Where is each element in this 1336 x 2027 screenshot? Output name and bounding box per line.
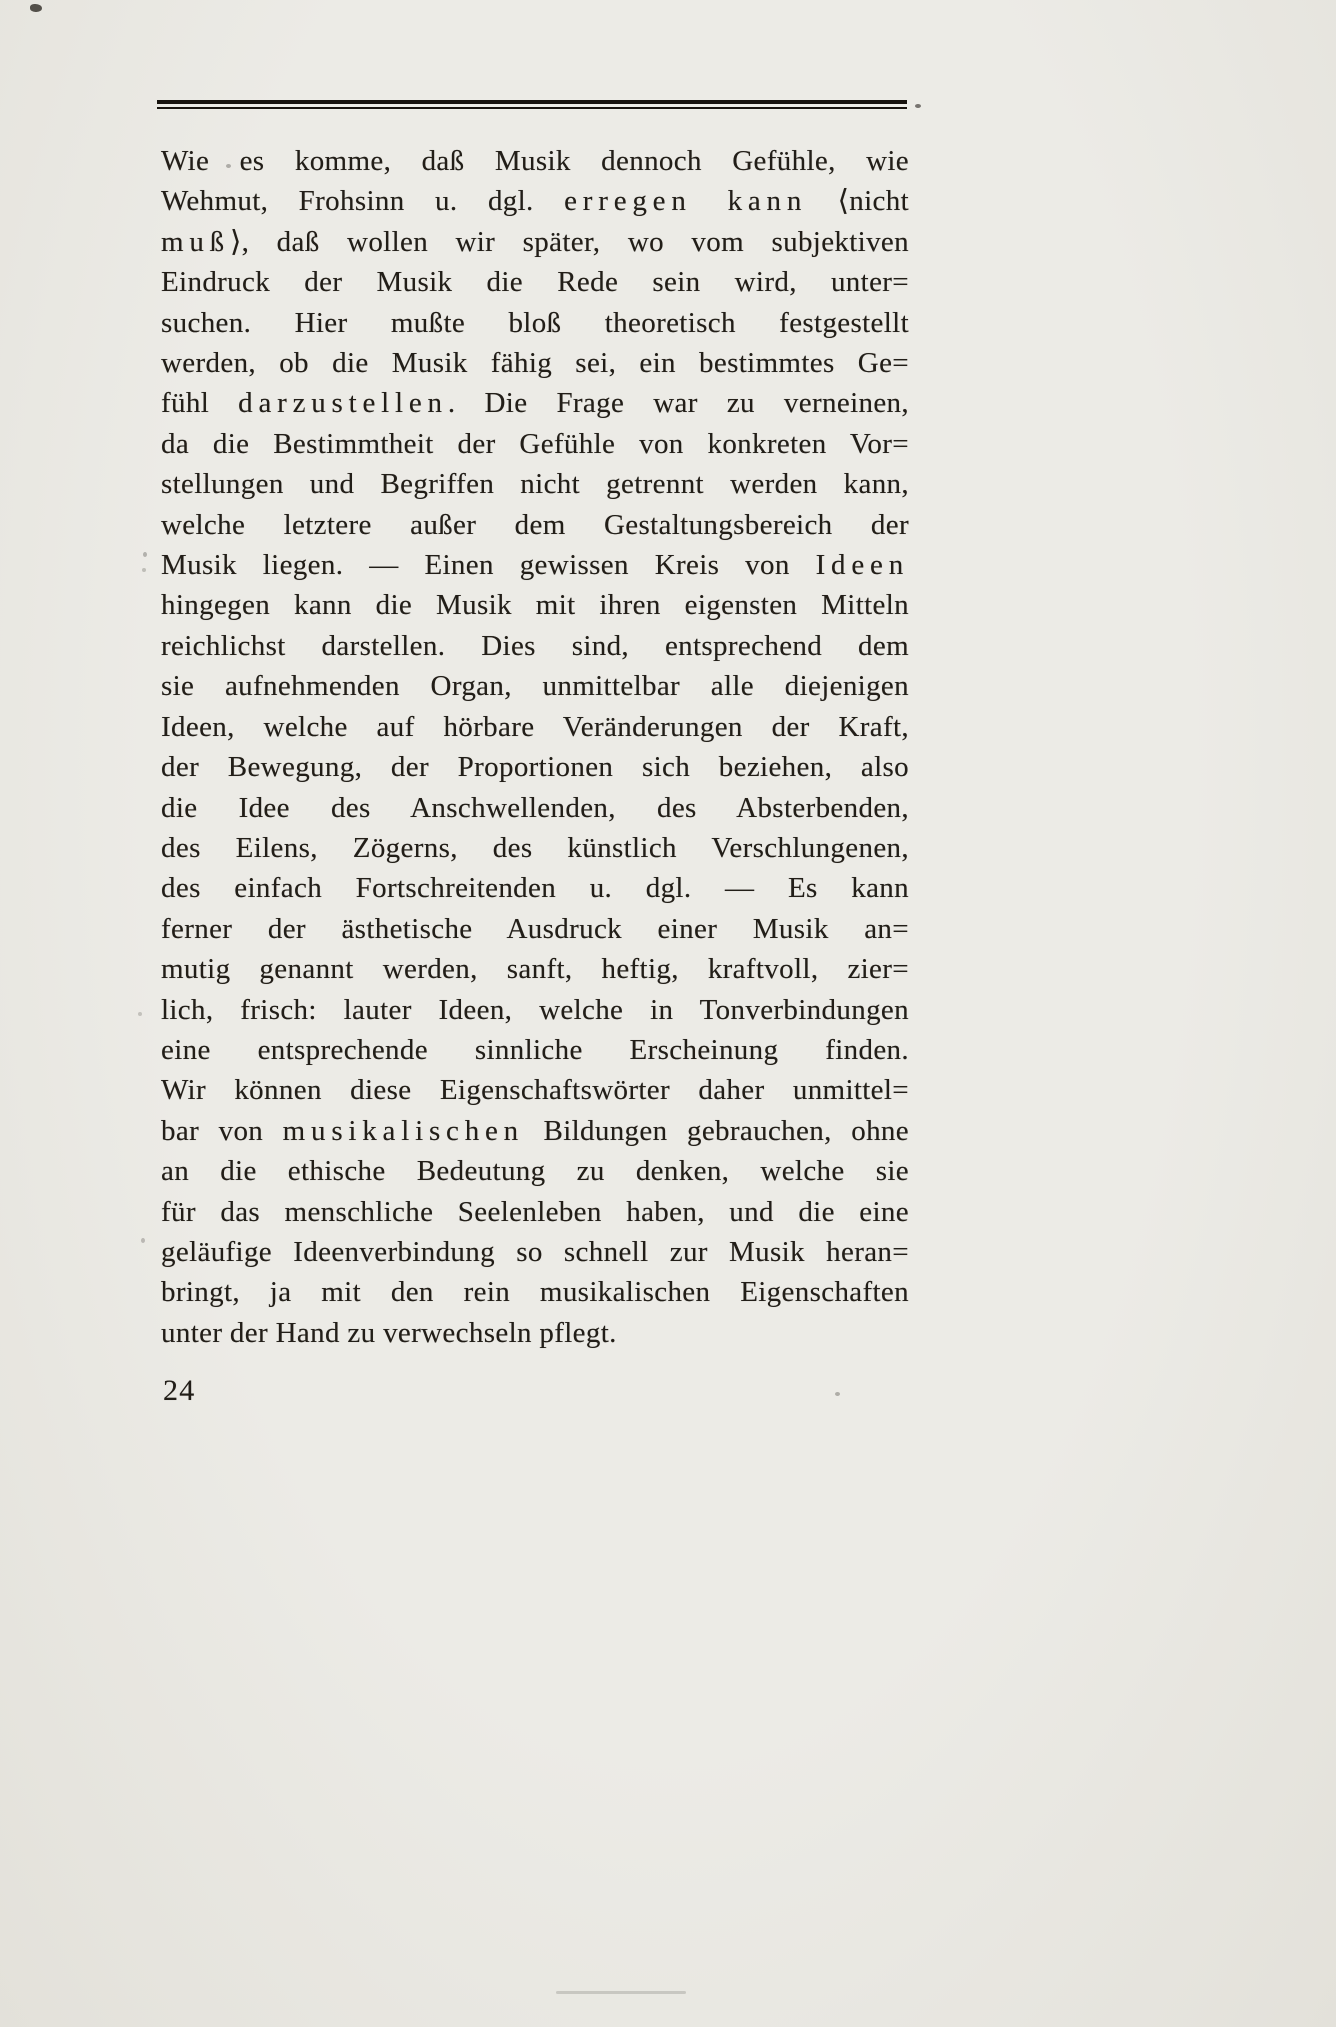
letterspaced-emphasis: musikalischen <box>282 1114 524 1147</box>
text-run: Wir können diese Eigenschaftswörter daher unmittel= <box>161 1074 909 1107</box>
text-line <box>161 505 909 545</box>
text-line <box>161 949 909 989</box>
text-run: eine entsprechende sinnliche Erscheinung finden. <box>161 1033 909 1066</box>
text-run: lich, frisch: lauter Ideen, welche in Tonverbindungen <box>161 993 909 1026</box>
text-line <box>161 707 909 747</box>
scan-artifact <box>142 568 146 572</box>
text-run: sie aufnehmenden Organ, unmittelbar alle diejenigen <box>161 670 909 703</box>
text-run: werden, ob die Musik fähig sei, ein bestimmtes Ge= <box>161 347 909 380</box>
letterspaced-emphasis: darzustellen <box>238 387 448 420</box>
text-line <box>161 1030 909 1070</box>
scan-artifact <box>556 1991 686 1994</box>
text-line <box>161 181 909 221</box>
text-run: Eindruck der Musik die Rede sein wird, unter= <box>161 266 909 299</box>
page-number: 24 <box>163 1374 196 1407</box>
text-run: reichlichst darstellen. Dies sind, entsprechend dem <box>161 629 909 662</box>
text-line <box>161 1111 909 1151</box>
text-line <box>161 788 909 828</box>
text-run: die Idee des Anschwellenden, des Absterbenden, <box>161 791 909 824</box>
text-run: der Bewegung, der Proportionen sich beziehen, also <box>161 751 909 784</box>
text-run: Ideen, welche auf hörbare Veränderungen der Kraft, <box>161 710 909 743</box>
body-text <box>161 141 909 1353</box>
text-line <box>161 626 909 666</box>
text-line <box>161 747 909 787</box>
text-line <box>161 383 909 423</box>
text-run: da die Bestimmtheit der Gefühle von konkreten Vor= <box>161 427 909 460</box>
text-run: des einfach Fortschreitenden u. dgl. — Es kann <box>161 872 909 905</box>
text-run: Wie es komme, daß Musik dennoch Gefühle, wie <box>161 145 909 177</box>
text-run: bar von <box>161 1114 283 1147</box>
text-run: mutig genannt werden, sanft, heftig, kraftvoll, zier= <box>161 953 909 986</box>
text-line <box>161 464 909 504</box>
scan-artifact <box>143 552 147 557</box>
text-run: hingegen kann die Musik mit ihren eigensten Mitteln <box>161 589 909 622</box>
text-line <box>161 1151 909 1191</box>
text-line <box>161 1313 909 1353</box>
letterspaced-emphasis: muß <box>161 225 230 258</box>
text-run: für das menschliche Seelenleben haben, und die eine <box>161 1195 909 1228</box>
text-run: an die ethische Bedeutung zu denken, welche sie <box>161 1155 909 1188</box>
text-run: suchen. Hier mußte bloß theoretisch festgestellt <box>161 306 909 339</box>
text-line <box>161 1232 909 1272</box>
scan-artifact <box>915 104 921 108</box>
text-line <box>161 1192 909 1232</box>
text-run: Wehmut, Frohsinn u. dgl. <box>161 185 565 218</box>
text-run: bringt, ja mit den rein musikalischen Eigenschaften <box>161 1276 909 1309</box>
scan-artifact <box>138 1012 142 1016</box>
scan-artifact <box>226 164 231 168</box>
text-run: unter der Hand zu verwechseln pflegt. <box>161 1316 617 1349</box>
text-run: ⟨nicht <box>807 185 909 218</box>
text-run: ferner der ästhetische Ausdruck einer Musik an= <box>161 912 909 945</box>
text-line <box>161 262 909 302</box>
top-rule <box>157 100 907 109</box>
text-line <box>161 343 909 383</box>
text-line <box>161 303 909 343</box>
text-line <box>161 222 909 262</box>
text-line <box>161 141 909 181</box>
letterspaced-emphasis: erregen kann <box>564 185 808 218</box>
text-run: welche letztere außer dem Gestaltungsbereich der <box>161 508 909 541</box>
text-run: fühl <box>161 387 239 420</box>
text-run: stellungen und Begriffen nicht getrennt werden kann, <box>161 468 909 501</box>
text-run: des Eilens, Zögerns, des künstlich Verschlungenen, <box>161 831 909 864</box>
text-line <box>161 990 909 1030</box>
text-line <box>161 585 909 625</box>
text-line <box>161 666 909 706</box>
text-run: ⟩, daß wollen wir später, wo vom subjektiven <box>229 225 909 258</box>
scan-artifact <box>30 4 42 12</box>
text-line <box>161 1272 909 1312</box>
text-run: Bildungen gebrauchen, ohne <box>523 1114 909 1147</box>
text-line <box>161 424 909 464</box>
text-line <box>161 545 909 585</box>
scan-artifact <box>141 1238 145 1243</box>
text-line <box>161 828 909 868</box>
text-line <box>161 909 909 949</box>
text-run: Musik liegen. — Einen gewissen Kreis von <box>161 549 816 582</box>
text-run: . Die Frage war zu verneinen, <box>447 387 909 420</box>
text-line <box>161 1070 909 1110</box>
text-run: geläufige Ideenverbindung so schnell zur Musik heran= <box>161 1235 909 1268</box>
letterspaced-emphasis: Ideen <box>815 549 909 582</box>
text-line <box>161 868 909 908</box>
scan-artifact <box>835 1392 840 1396</box>
